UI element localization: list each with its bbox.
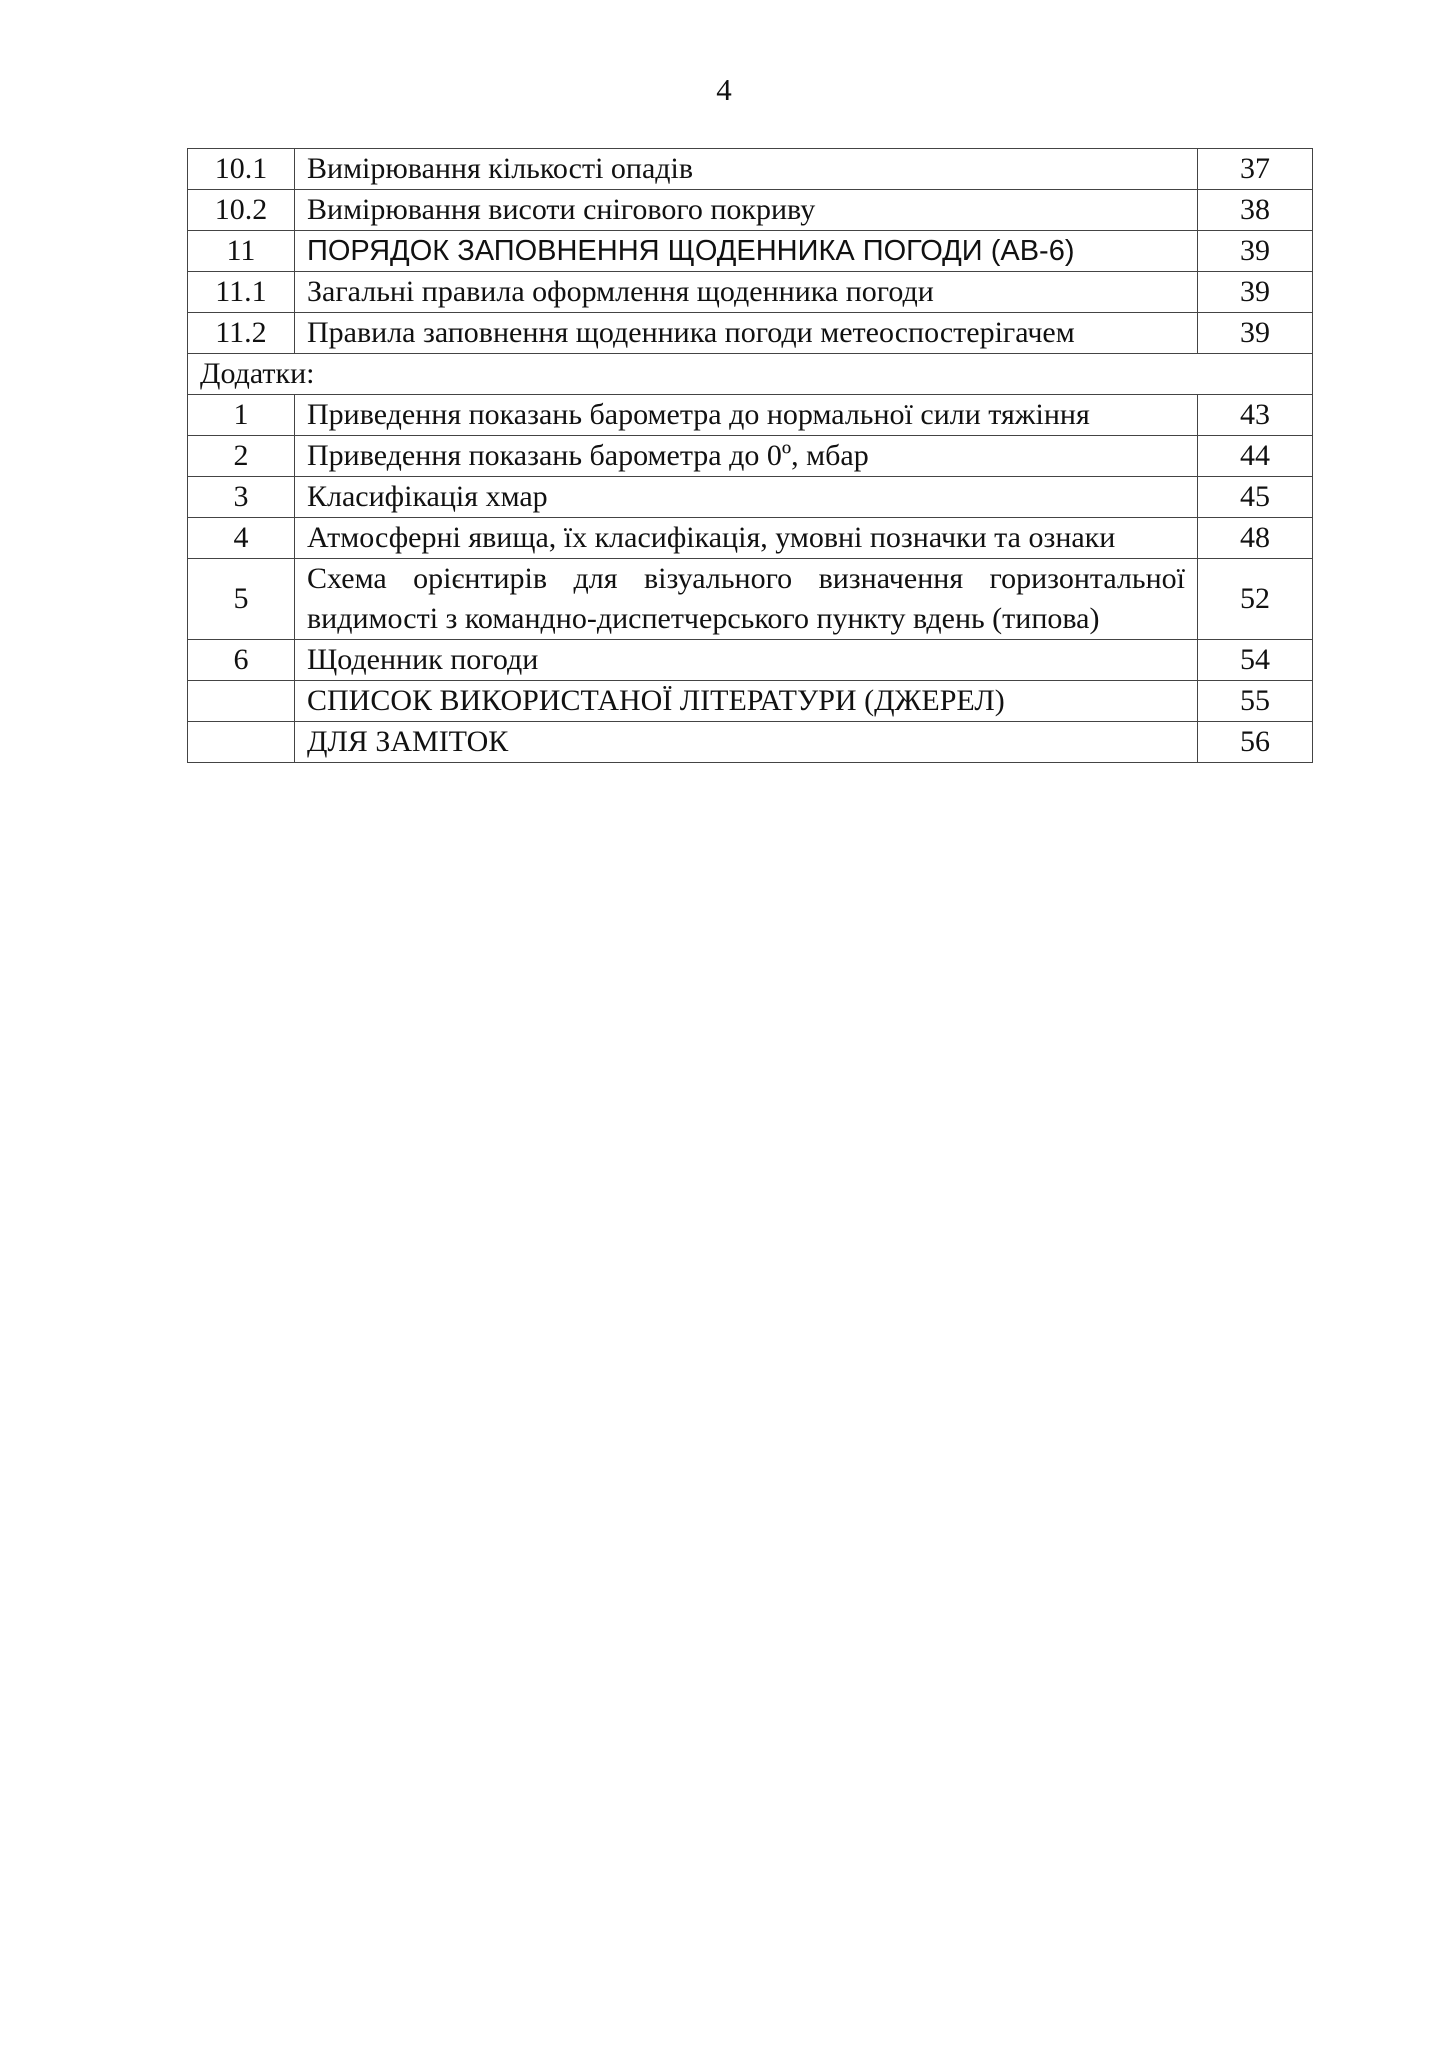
- appendix-title: Щоденник погоди: [295, 640, 1198, 681]
- appendix-number: [188, 681, 295, 722]
- table-of-contents: [187, 148, 1313, 763]
- page-ref: 39: [1198, 272, 1313, 313]
- page-ref: 52: [1198, 559, 1313, 640]
- section-title: Правила заповнення щоденника погоди метеоспостерігачем: [295, 313, 1198, 354]
- page-ref: 38: [1198, 190, 1313, 231]
- appendix-title: Класифікація хмар: [295, 477, 1198, 518]
- section-number: 11: [188, 231, 295, 272]
- section-title: Вимірювання висоти снігового покриву: [295, 190, 1198, 231]
- table-row: [188, 436, 1313, 477]
- page-ref: 48: [1198, 518, 1313, 559]
- appendix-heading: Додатки:: [188, 354, 1313, 395]
- page-ref: 54: [1198, 640, 1313, 681]
- page-ref: 39: [1198, 313, 1313, 354]
- appendix-title: Схема орієнтирів для візуального визначення горизонтальної видимості з командно-диспетчерського пункту вдень (типова): [295, 559, 1198, 640]
- page-ref: 43: [1198, 395, 1313, 436]
- table-row: [188, 231, 1313, 272]
- appendix-title: Приведення показань барометра до 0º, мбар: [295, 436, 1198, 477]
- bibliography-title: СПИСОК ВИКОРИСТАНОЇ ЛІТЕРАТУРИ (ДЖЕРЕЛ): [295, 681, 1198, 722]
- table-row: [188, 313, 1313, 354]
- table-row: [188, 395, 1313, 436]
- section-title: Вимірювання кількості опадів: [295, 149, 1198, 190]
- page-ref: 39: [1198, 231, 1313, 272]
- appendix-number: 3: [188, 477, 295, 518]
- section-title: Загальні правила оформлення щоденника погоди: [295, 272, 1198, 313]
- appendix-number: [188, 722, 295, 763]
- table-row: [188, 518, 1313, 559]
- table-row: [188, 681, 1313, 722]
- table-row: [188, 722, 1313, 763]
- page-number: 4: [716, 72, 732, 107]
- appendix-title: Атмосферні явища, їх класифікація, умовні позначки та ознаки: [295, 518, 1198, 559]
- page-ref: 56: [1198, 722, 1313, 763]
- appendix-number: 1: [188, 395, 295, 436]
- table-row: [188, 559, 1313, 640]
- page-ref: 44: [1198, 436, 1313, 477]
- page-ref: 45: [1198, 477, 1313, 518]
- page-ref: 55: [1198, 681, 1313, 722]
- table-row: [188, 640, 1313, 681]
- section-number: 11.2: [188, 313, 295, 354]
- table-row: [188, 477, 1313, 518]
- appendix-number: 5: [188, 559, 295, 640]
- appendix-number: 2: [188, 436, 295, 477]
- section-number: 10.2: [188, 190, 295, 231]
- section-number: 10.1: [188, 149, 295, 190]
- section-title: ПОРЯДОК ЗАПОВНЕННЯ ЩОДЕННИКА ПОГОДИ (АВ-6): [295, 231, 1198, 272]
- page-ref: 37: [1198, 149, 1313, 190]
- section-number: 11.1: [188, 272, 295, 313]
- notes-title: ДЛЯ ЗАМІТОК: [295, 722, 1198, 763]
- appendix-number: 4: [188, 518, 295, 559]
- table-row: [188, 190, 1313, 231]
- appendix-number: 6: [188, 640, 295, 681]
- table-row: [188, 149, 1313, 190]
- table-row: [188, 272, 1313, 313]
- appendix-heading-row: [188, 354, 1313, 395]
- appendix-title: Приведення показань барометра до нормальної сили тяжіння: [295, 395, 1198, 436]
